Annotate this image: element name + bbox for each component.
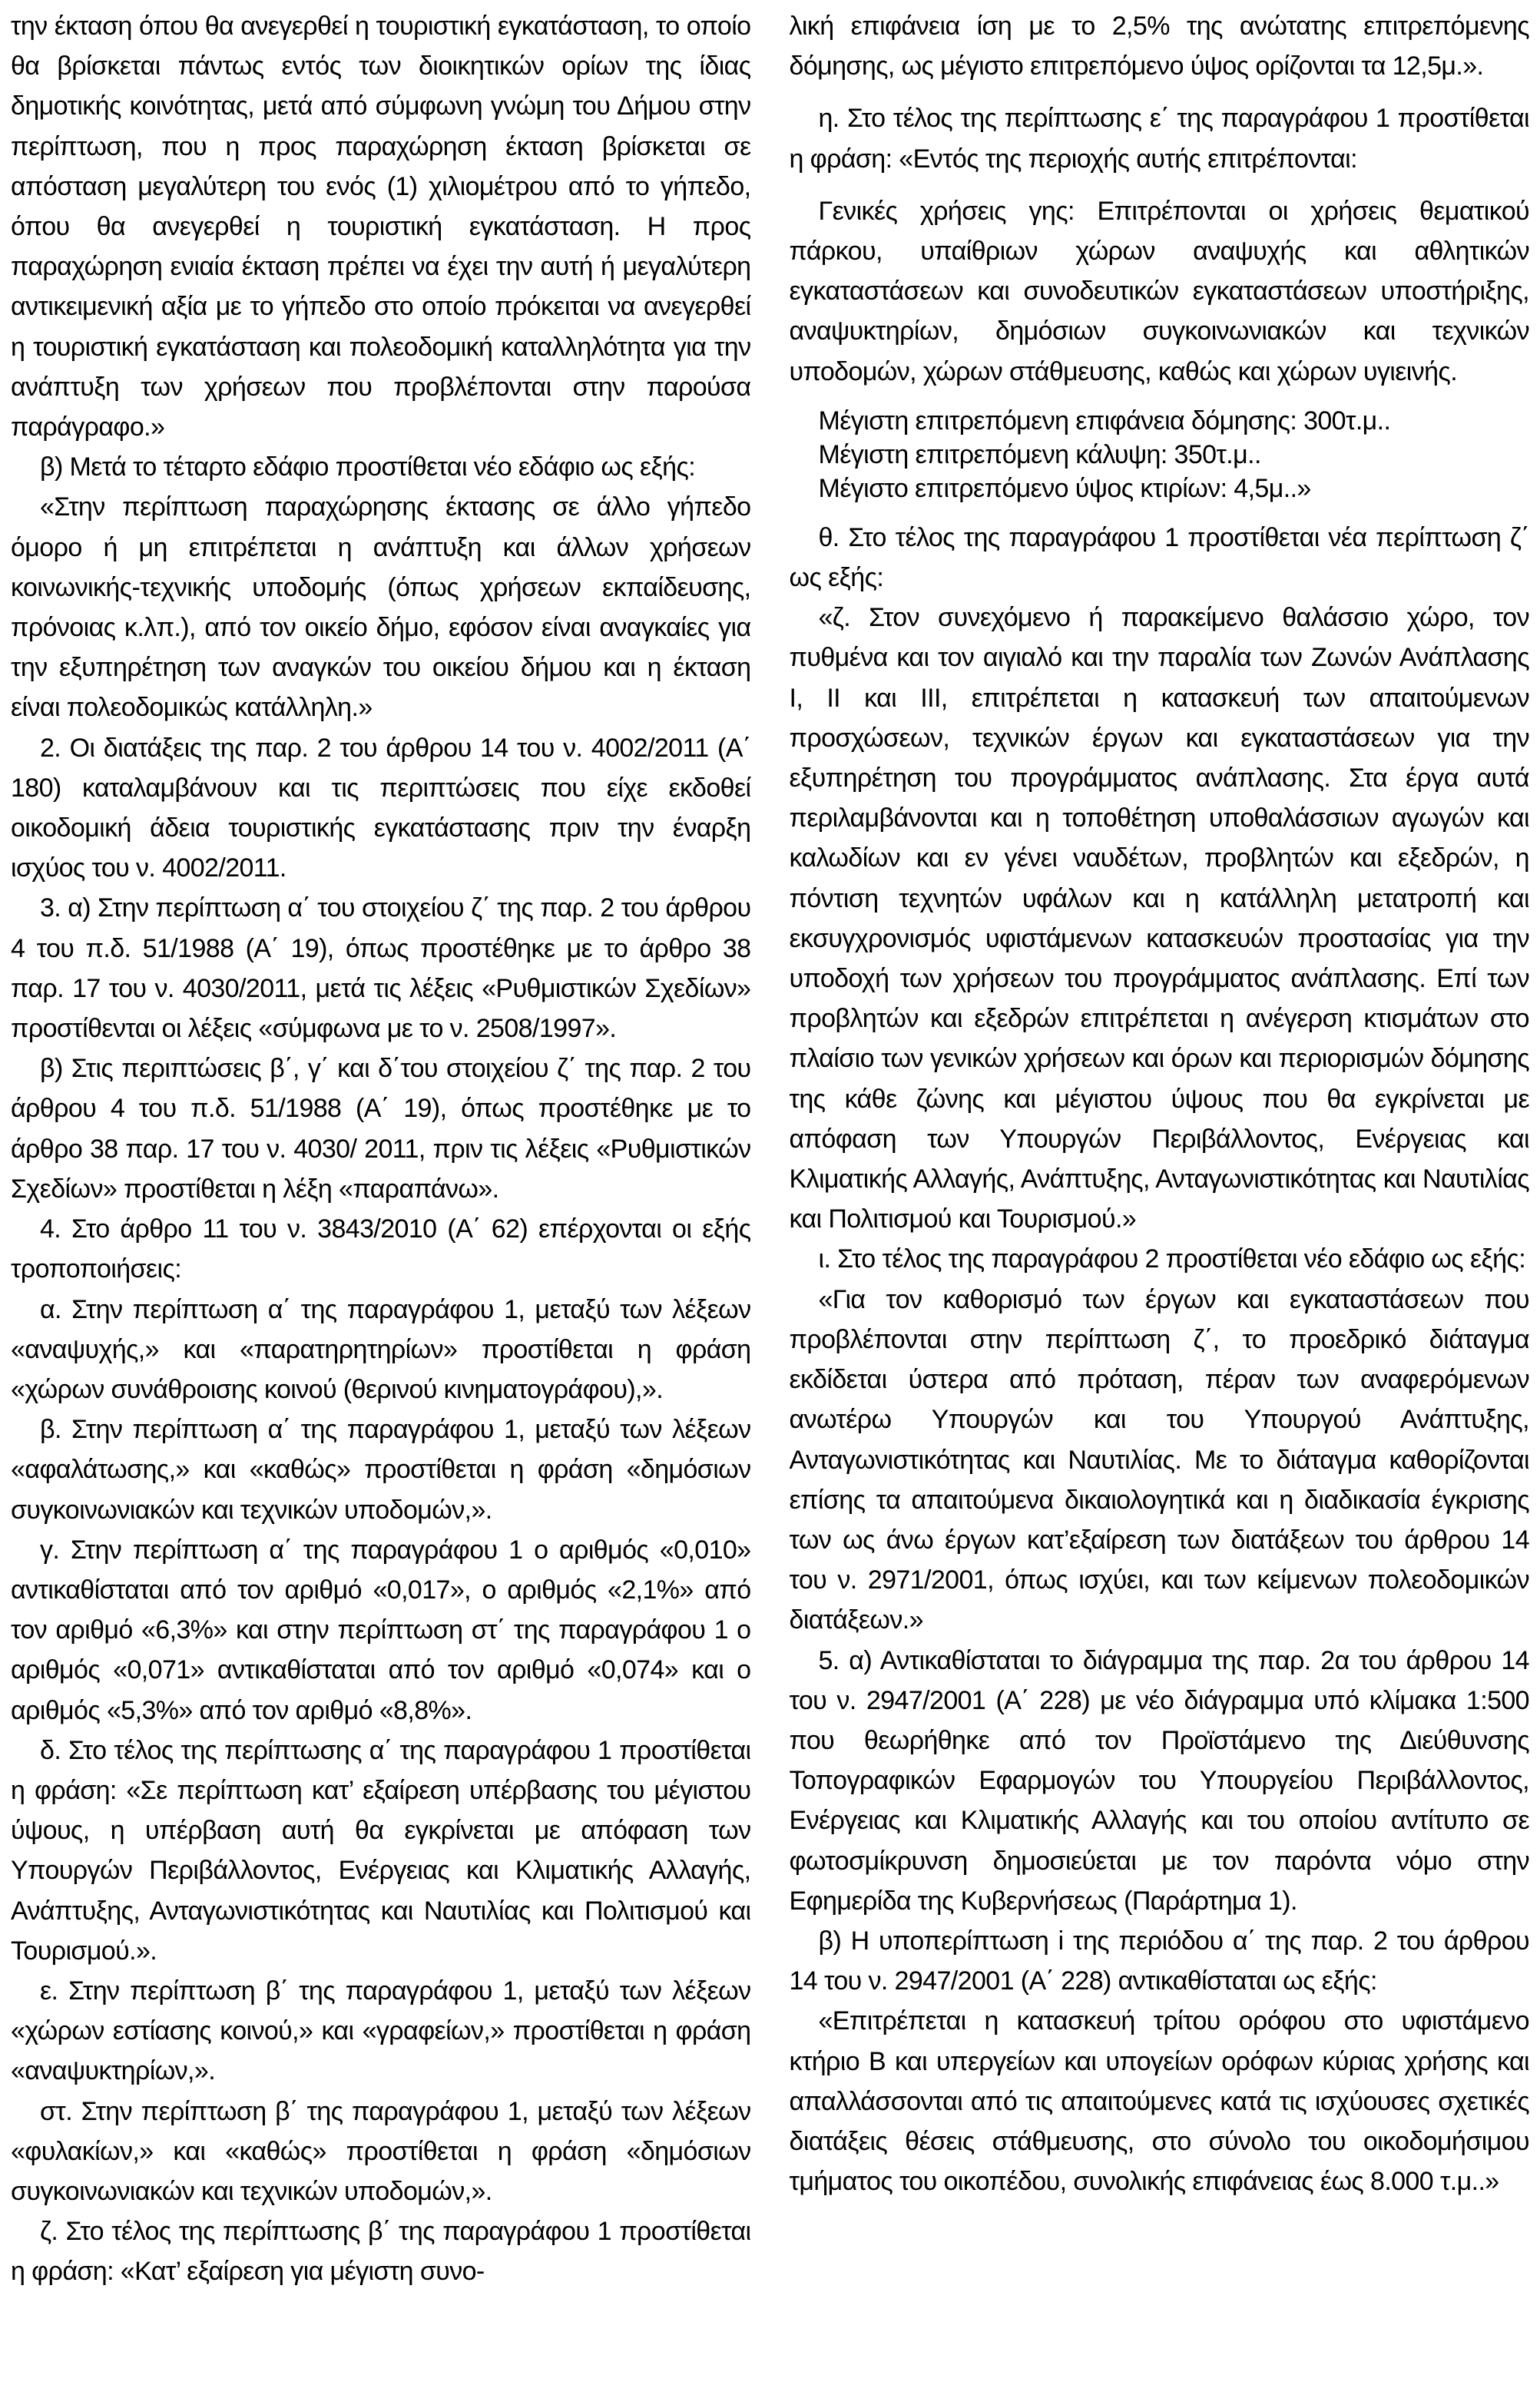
- paragraph-b-fourth-sentence: β) Μετά το τέταρτο εδάφιο προστίθεται νέο εδάφιο ως εξής:: [40, 452, 696, 482]
- paragraph-4-theta: θ. Στο τέλος της παραγράφου 1 προστίθεται νέα περίπτωση ζ΄ ως εξής:: [789, 522, 1529, 593]
- paragraph-4-delta: δ. Στο τέλος της περίπτωσης α΄ της παραγράφου 1 προστίθεται η φράση: «Σε περίπτωση κατ’ εξαίρεση υπέρβασης του μέγιστου ύψους, η υπέρβαση αυτή θα εγκρίνεται με απόφαση των Υπουργών Περιβάλλοντος, Ενέργειας και Κλιματικής Αλλαγής, Ανάπτυξης, Ανταγωνιστικότητας και Ναυτιλίας και Πολιτισμού και Τουρισμού.».: [11, 1735, 751, 1966]
- paragraph-quoted-zeta: «ζ. Στον συνεχόμενο ή παρακείμενο θαλάσσιο χώρο, τον πυθμένα και τον αιγιαλό και την παραλία των Ζωνών Ανάπλασης Ι, ΙΙ και ΙΙΙ, επιτρέπεται η κατασκευή των απαιτούμενων προσχώσεων, τεχνικών έργων και εγκαταστάσεων για την εξυπηρέτηση του προγράμματος ανάπλασης. Στα έργα αυτά περιλαμβάνονται και η τοποθέτηση υποθαλάσσιων αγωγών και καλωδίων και εν γένει ναυδέτων, προβλητών και εξεδρών, η πόντιση τεχνητών υφάλων και η κατάλληλη μετατροπή και εκσυγχρονισμός υφιστάμενων κατασκευών προστασίας για την υποδοχή των χρήσεων του προγράμματος ανάπλασης. Επί των προβλητών και εξεδρών επιτρέπεται η ανέγερση κτισμάτων στο πλαίσιο των γενικών χρήσεων και όρων και περιορισμών δόμησης της κάθε ζώνης και μέγιστου ύψους που θα εγκρίνεται με απόφαση των Υπουργών Περιβάλλοντος, Ενέργειας και Κλιματικής Αλλαγής, Ανάπτυξης, Ανταγωνιστικότητας και Ναυτιλίας και Πολιτισμού και Τουρισμού.»: [789, 603, 1529, 1234]
- left-column: [11, 6, 751, 2385]
- paragraph-4-stigma: στ. Στην περίπτωση β΄ της παραγράφου 1, μεταξύ των λέξεων «φυλακίων,» και «καθώς» προστίθεται η φράση «δημόσιων συγκοινωνιακών και τεχνικών υποδομών,».: [11, 2096, 751, 2206]
- paragraph-4-gamma: γ. Στην περίπτωση α΄ της παραγράφου 1 ο αριθμός «0,010» αντικαθίσταται από τον αριθμό «0,017», ο αριθμός «2,1%» από τον αριθμό «6,3%» και στην περίπτωση στ΄ της παραγράφου 1 ο αριθμός «0,071» αντικαθίσταται από τον αριθμό «0,074» και ο αριθμός «5,3%» από τον αριθμό «8,8%».: [11, 1535, 751, 1725]
- paragraph-4-eta: η. Στο τέλος της περίπτωσης ε΄ της παραγράφου 1 προστίθεται η φράση: «Εντός της περιοχής αυτής επιτρέπονται:: [789, 104, 1529, 174]
- paragraph-continuation: λική επιφάνεια ίση με το 2,5% της ανώτατης επιτρεπόμενης δόμησης, ως μέγιστο επιτρεπόμενο ύψος ορίζονται τα 12,5μ.».: [789, 12, 1529, 81]
- paragraph-3b: β) Στις περιπτώσεις β΄, γ΄ και δ΄του στοιχείου ζ΄ της παρ. 2 του άρθρου 4 του π.δ. 51/1988 (Α΄ 19), όπως προστέθηκε με το άρθρο 38 παρ. 17 του ν. 4030/ 2011, πριν τις λέξεις «Ρυθμιστικών Σχεδίων» προστίθεται η λέξη «παραπάνω».: [11, 1054, 751, 1204]
- paragraph-quoted-decree: «Για τον καθορισμό των έργων και εγκαταστάσεων που προβλέπονται στην περίπτωση ζ΄, το προεδρικό διάταγμα εκδίδεται ύστερα από πρόταση, πέραν των αναφερόμενων ανωτέρω Υπουργών και του Υπουργού Ανάπτυξης, Ανταγωνιστικότητας και Ναυτιλίας. Με το διάταγμα καθορίζονται επίσης τα απαιτούμενα δικαιολογητικά και η διαδικασία έγκρισης των ως άνω έργων κατ’εξαίρεση των διατάξεων του άρθρου 14 του ν. 2971/2001, όπως ισχύει, και των κείμενων πολεοδομικών διατάξεων.»: [789, 1284, 1529, 1635]
- paragraph-5a: 5. α) Αντικαθίσταται το διάγραμμα της παρ. 2α του άρθρου 14 του ν. 2947/2001 (Α΄ 228) με νέο διάγραμμα υπό κλίμακα 1:500 που θεωρήθηκε από τον Προϊστάμενο της Διεύθυνσης Τοπογραφικών Εφαρμογών του Υπουργείου Περιβάλλοντος, Ενέργειας και Κλιματικής Αλλαγής και του οποίου αντίτυπο σε φωτοσμίκρυνση δημοσιεύεται με τον παρόντα νόμο στην Εφημερίδα της Κυβερνήσεως (Παράρτημα 1).: [789, 1645, 1529, 1916]
- paragraph-max-coverage: Μέγιστη επιτρεπόμενη κάλυψη: 350τ.μ..: [818, 439, 1261, 469]
- paragraph-quoted-third-floor: «Επιτρέπεται η κατασκευή τρίτου ορόφου στο υφιστάμενο κτήριο Β και υπεργείων και υπογείων ορόφων κύριας χρήσης και απαλλάσσονται από τις απαιτούμενες κατά τις ισχύουσες σχετικές διατάξεις θέσεις στάθμευσης, στο σύνολο του οικοδομήσιμου τμήματος του οικοπέδου, συνολικής επιφάνειας έως 8.000 τ.μ..»: [789, 2006, 1529, 2197]
- paragraph-4-beta: β. Στην περίπτωση α΄ της παραγράφου 1, μεταξύ των λέξεων «αφαλάτωσης,» και «καθώς» προστίθεται η φράση «δημόσιων συγκοινωνιακών και τεχνικών υποδομών,».: [11, 1415, 751, 1525]
- paragraph-4-alpha: α. Στην περίπτωση α΄ της παραγράφου 1, μεταξύ των λέξεων «αναψυχής,» και «παρατηρητηρίων» προστίθεται η φράση «χώρων συνάθροισης κοινού (θερινού κινηματογράφου),».: [11, 1294, 751, 1404]
- paragraph-4-epsilon: ε. Στην περίπτωση β΄ της παραγράφου 1, μεταξύ των λέξεων «χώρων εστίασης κοινού,» και «γραφείων,» προστίθεται η φράση «αναψυκτηρίων,».: [11, 1976, 751, 2086]
- paragraph-4: 4. Στο άρθρο 11 του ν. 3843/2010 (Α΄ 62) επέρχονται οι εξής τροποποιήσεις:: [11, 1214, 751, 1284]
- paragraph-2: 2. Οι διατάξεις της παρ. 2 του άρθρου 14 του ν. 4002/2011 (Α΄ 180) καταλαμβάνουν και τις περιπτώσεις που είχε εκδοθεί οικοδομική άδεια τουριστικής εγκατάστασης πριν την έναρξη ισχύος του ν. 4002/2011.: [11, 733, 751, 883]
- paragraph-max-height: Μέγιστο επιτρεπόμενο ύψος κτιρίων: 4,5μ..»: [818, 473, 1311, 503]
- right-column: [790, 6, 1530, 2385]
- paragraph-4-zeta: ζ. Στο τέλος της περίπτωσης β΄ της παραγράφου 1 προστίθεται η φράση: «Κατ’ εξαίρεση για μέγιστη συνο-: [11, 2217, 751, 2287]
- paragraph-5b: β) Η υποπερίπτωση i της περιόδου α΄ της παρ. 2 του άρθρου 14 του ν. 2947/2001 (Α΄ 228) αντικαθίσταται ως εξής:: [789, 1926, 1529, 1996]
- paragraph-general-land-uses: Γενικές χρήσεις γης: Επιτρέπονται οι χρήσεις θεματικού πάρκου, υπαίθριων χώρων αναψυχής και αθλητικών εγκαταστάσεων και συνοδευτικών εγκαταστάσεων υποστήριξης, αναψυκτηρίων, δημόσιων συγκοινωνιακών και τεχνικών υποδομών, χώρων στάθμευσης, καθώς και χώρων υγιεινής.: [789, 196, 1529, 386]
- paragraph-4-iota: ι. Στο τέλος της παραγράφου 2 προστίθεται νέο εδάφιο ως εξής:: [818, 1244, 1526, 1274]
- paragraph-continuation: την έκταση όπου θα ανεγερθεί η τουριστική εγκατάσταση, το οποίο θα βρίσκεται πάντως εντός των διοικητικών ορίων της ίδιας δημοτικής κοινότητας, μετά από σύμφωνη γνώμη του Δήμου στην περίπτωση, που η προς παραχώρηση έκταση βρίσκεται σε απόσταση μεγαλύτερη του ενός (1) χιλιομέτρου από το γήπεδο, όπου θα ανεγερθεί η τουριστική εγκατάσταση. Η προς παραχώρηση ενιαία έκταση πρέπει να έχει την αυτή ή μεγαλύτερη αντικειμενική αξία με το γήπεδο στο οποίο πρόκειται να ανεγερθεί η τουριστική εγκατάσταση και πολεοδομική καταλληλότητα για την ανάπτυξη των χρήσεων που προβλέπονται στην παρούσα παράγραφο.»: [11, 12, 751, 442]
- paragraph-3a: 3. α) Στην περίπτωση α΄ του στοιχείου ζ΄ της παρ. 2 του άρθρου 4 του π.δ. 51/1988 (Α΄ 19), όπως προστέθηκε με το άρθρο 38 παρ. 17 του ν. 4030/2011, μετά τις λέξεις «Ρυθμιστικών Σχεδίων» προστίθενται οι λέξεις «σύμφωνα με το ν. 2508/1997».: [11, 893, 751, 1044]
- paragraph-quoted-land-grant: «Στην περίπτωση παραχώρησης έκτασης σε άλλο γήπεδο όμορο ή μη επιτρέπεται η ανάπτυξη και άλλων χρήσεων κοινωνικής-τεχνικής υποδομής (όπως χρήσεων εκπαίδευσης, πρόνοιας κ.λπ.), από τον οικείο δήμο, εφόσον είναι αναγκαίες για την εξυπηρέτηση των αναγκών του οικείου δήμου και η έκταση είναι πολεοδομικώς κατάλληλη.»: [11, 492, 751, 723]
- paragraph-max-building-area: Μέγιστη επιτρεπόμενη επιφάνεια δόμησης: 300τ.μ..: [818, 406, 1391, 436]
